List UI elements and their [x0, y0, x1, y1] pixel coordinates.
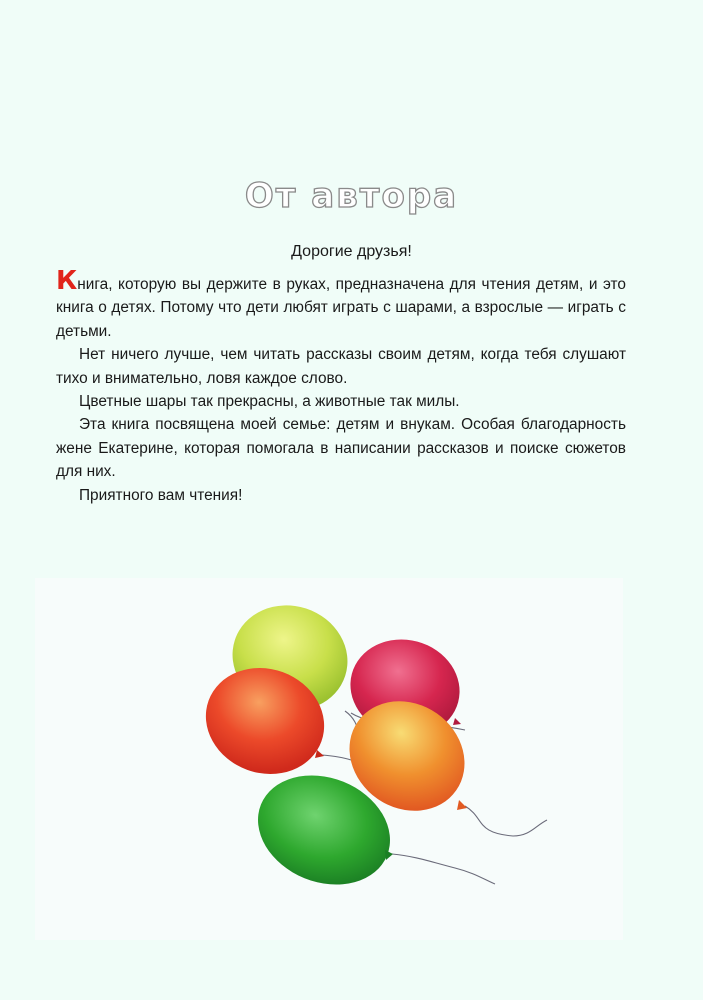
red-string [322, 755, 351, 760]
drop-cap: К [56, 266, 78, 296]
paragraph-4: Эта книга посвящена моей семье: детям и внукам. Особая благодарность жене Екатерине, которая помогала в написании рассказов и поиске сюжетов для них. [56, 416, 626, 481]
paragraph-1-text: нига, которую вы держите в руках, предназначена для чтения детям, и это книга о детях. Потому что дети любят играть с шарами, а взрослые — играть с детьми. [56, 276, 626, 340]
paragraph-1 [56, 266, 626, 343]
greeting: Дорогие друзья! [291, 243, 412, 260]
orange-string [465, 806, 547, 836]
green-string [392, 854, 495, 884]
paragraph-3: Цветные шары так прекрасны, а животные так милы. [79, 393, 460, 411]
balloons-image [35, 578, 623, 940]
paragraph-5: Приятного вам чтения! [79, 486, 243, 504]
body-text [56, 266, 626, 507]
paragraph-2: Нет ничего лучше, чем читать рассказы своим детям, когда тебя слушают тихо и внимательно, ловя каждое слово. [56, 346, 626, 387]
page-title: От автора [244, 176, 459, 216]
balloons-illustration [35, 578, 623, 940]
